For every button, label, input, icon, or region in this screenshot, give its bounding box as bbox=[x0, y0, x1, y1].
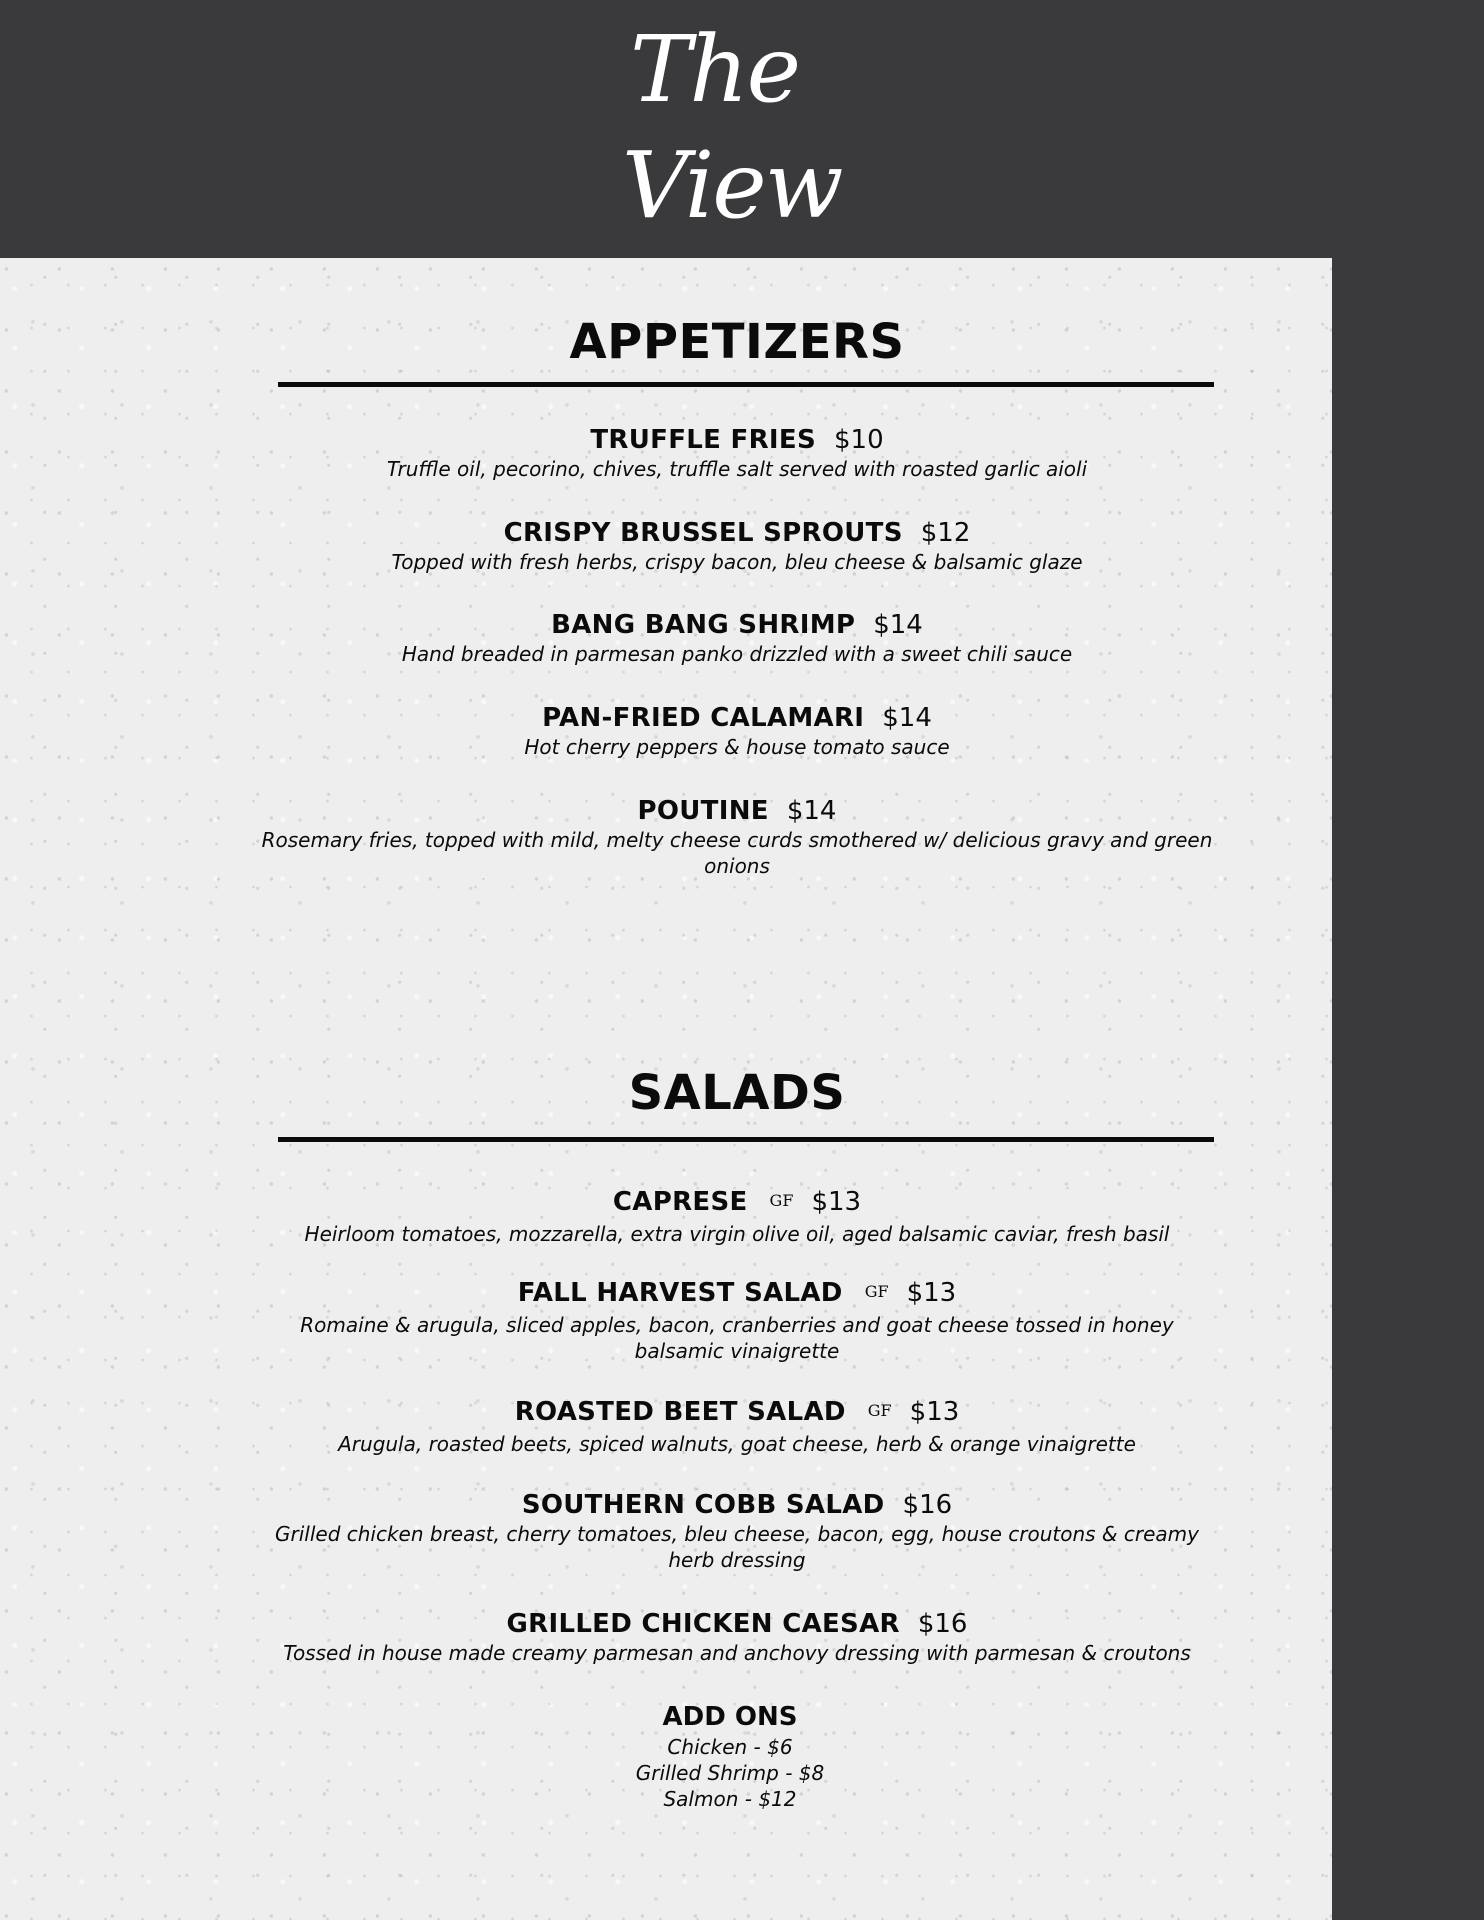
item-price: $14 bbox=[882, 703, 932, 733]
menu-item bbox=[0, 795, 1474, 879]
add-on-item: Grilled Shrimp - $8 bbox=[635, 1761, 825, 1785]
logo-line-1: The bbox=[630, 16, 800, 123]
item-description: Hot cherry peppers & house tomato sauce bbox=[524, 735, 950, 759]
item-price: $14 bbox=[873, 610, 923, 640]
section-divider bbox=[278, 382, 1214, 387]
item-name: POUTINE bbox=[637, 796, 769, 826]
item-description: Tossed in house made creamy parmesan and anchovy dressing with parmesan & croutons bbox=[283, 1641, 1191, 1665]
item-price: $13 bbox=[906, 1278, 957, 1308]
item-description: Grilled chicken breast, cherry tomatoes, bleu cheese, bacon, egg, house croutons & creamy herb dressing bbox=[275, 1522, 1199, 1572]
item-description: Romaine & arugula, sliced apples, bacon, cranberries and goat cheese tossed in honey balsamic vinaigrette bbox=[300, 1313, 1174, 1363]
item-price: $13 bbox=[811, 1187, 862, 1217]
item-name: SOUTHERN COBB SALAD bbox=[521, 1490, 885, 1520]
salads-heading bbox=[0, 1063, 1474, 1123]
item-description: Heirloom tomatoes, mozzarella, extra virgin olive oil, aged balsamic caviar, fresh basil bbox=[304, 1222, 1170, 1246]
section-title: SALADS bbox=[628, 1065, 846, 1121]
menu-item bbox=[0, 1186, 1474, 1247]
menu-item bbox=[0, 1489, 1474, 1573]
restaurant-logo bbox=[600, 16, 880, 260]
logo-line-2: View bbox=[622, 132, 842, 239]
menu-item bbox=[0, 1396, 1474, 1457]
appetizers-heading bbox=[0, 312, 1474, 372]
item-name: BANG BANG SHRIMP bbox=[551, 610, 856, 640]
item-price: $13 bbox=[909, 1397, 960, 1427]
item-description: Rosemary fries, topped with mild, melty cheese curds smothered w/ delicious gravy and green onions bbox=[261, 828, 1213, 878]
item-price: $14 bbox=[786, 796, 837, 826]
item-price: $10 bbox=[833, 425, 884, 455]
item-price: $12 bbox=[920, 518, 971, 548]
section-title: APPETIZERS bbox=[569, 314, 905, 370]
item-price: $16 bbox=[917, 1609, 968, 1639]
section-divider bbox=[278, 1137, 1214, 1142]
item-name: ROASTED BEET SALAD bbox=[514, 1397, 846, 1427]
item-name: GRILLED CHICKEN CAESAR bbox=[506, 1609, 900, 1639]
menu-item bbox=[0, 424, 1474, 482]
menu-item bbox=[0, 517, 1474, 575]
item-price: $16 bbox=[902, 1490, 953, 1520]
add-on-item: Salmon - $12 bbox=[663, 1787, 797, 1811]
menu-item bbox=[0, 1277, 1474, 1364]
item-description: Arugula, roasted beets, spiced walnuts, goat cheese, herb & orange vinaigrette bbox=[338, 1432, 1136, 1456]
menu-item bbox=[0, 702, 1474, 760]
item-name: FALL HARVEST SALAD bbox=[517, 1278, 843, 1308]
gluten-free-tag: GF bbox=[769, 1191, 794, 1210]
add-ons-title: ADD ONS bbox=[662, 1702, 798, 1732]
item-name: CRISPY BRUSSEL SPROUTS bbox=[503, 518, 903, 548]
item-name: PAN-FRIED CALAMARI bbox=[542, 703, 865, 733]
item-description: Topped with fresh herbs, crispy bacon, bleu cheese & balsamic glaze bbox=[391, 550, 1083, 574]
item-name: CAPRESE bbox=[612, 1187, 748, 1217]
item-name: TRUFFLE FRIES bbox=[590, 425, 816, 455]
item-description: Hand breaded in parmesan panko drizzled with a sweet chili sauce bbox=[401, 642, 1073, 666]
menu-item bbox=[0, 1608, 1474, 1666]
menu-item bbox=[0, 609, 1474, 667]
gluten-free-tag: GF bbox=[867, 1401, 892, 1420]
item-description: Truffle oil, pecorino, chives, truffle salt served with roasted garlic aioli bbox=[386, 457, 1088, 481]
add-ons bbox=[0, 1700, 1460, 1812]
add-on-item: Chicken - $6 bbox=[667, 1735, 793, 1759]
gluten-free-tag: GF bbox=[864, 1282, 889, 1301]
